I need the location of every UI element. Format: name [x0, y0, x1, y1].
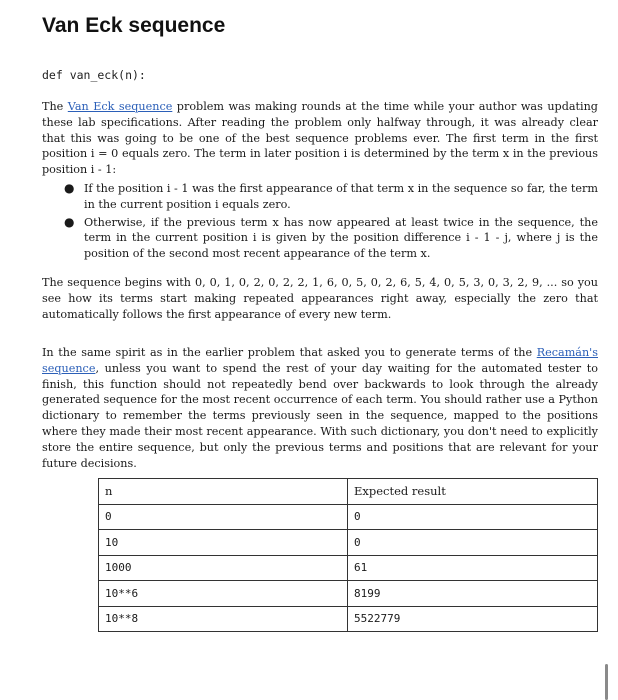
header-n: n [99, 479, 348, 505]
cell-result: 0 [348, 530, 598, 556]
recaman-link[interactable]: Recamán's sequence [42, 346, 598, 375]
rule-text: Otherwise, if the previous term x has now appeared at least twice in the sequence, the term in the current position i is given by the position difference i - 1 - j, where j is the position of the second most recent appearance of the term x. [84, 215, 598, 261]
table-row [99, 530, 598, 556]
van-eck-link[interactable]: Van Eck sequence [67, 100, 173, 113]
intro-paragraph [42, 99, 598, 178]
function-signature: def van_eck(n): [42, 68, 146, 82]
header-expected-result: Expected result [348, 479, 598, 505]
spirit-text-pre: In the same spirit as in the earlier problem that asked you to generate terms of the [42, 346, 537, 359]
cell-n: 10**8 [99, 606, 348, 632]
rule-item-first-appearance [62, 181, 598, 213]
table-header-row [99, 479, 598, 505]
table-row [99, 555, 598, 581]
spirit-text-post: , unless you want to spend the rest of your day waiting for the automated tester to finish, this function should not repeatedly bend over backwards to look through the already generated sequence for the most recent occurrence of each term. You should rather use a Python dictionary to remember the terms previously seen in the sequence, mapped to the positions where they made their most recent appearance. With such dictionary, you don't need to explicitly store the entire sequence, but only the previous terms and positions that are relevant for your future decisions. [42, 361, 598, 470]
cell-n: 1000 [99, 555, 348, 581]
cell-result: 8199 [348, 581, 598, 607]
sequence-paragraph: The sequence begins with 0, 0, 1, 0, 2, 0, 2, 2, 1, 6, 0, 5, 0, 2, 6, 5, 4, 0, 5, 3, 0, 3, 2, 9, ... so you see how its terms start making repeated appearances right away, especially the zero that automatically follows the first appearance of every new term. [42, 276, 598, 321]
intro-text-post: problem was making rounds at the time while your author was updating these lab specifications. After reading the problem only halfway through, it was already clear that this was going to be one of the best sequence problems ever. The first term in the first position i = 0 equals zero. The term in later position i is determined by the term x in the previous position i - 1: [42, 100, 598, 177]
cell-n: 10 [99, 530, 348, 556]
page-title: Van Eck sequence [42, 14, 226, 37]
table-row [99, 581, 598, 607]
intro-text-pre: The [42, 100, 68, 113]
bullet-icon: ● [64, 181, 75, 195]
cell-result: 0 [348, 504, 598, 530]
vertical-scrollbar[interactable] [605, 664, 608, 700]
cell-result: 61 [348, 555, 598, 581]
spirit-paragraph [42, 345, 598, 471]
table-row [99, 606, 598, 632]
cell-result: 5522779 [348, 606, 598, 632]
expected-results-table [98, 478, 598, 632]
cell-n: 10**6 [99, 581, 348, 607]
rule-text: If the position i - 1 was the first appearance of that term x in the sequence so far, the term in the current position i equals zero. [84, 182, 598, 211]
table-row [99, 504, 598, 530]
cell-n: 0 [99, 504, 348, 530]
rules-list [62, 181, 598, 264]
rule-item-repeat-appearance [62, 215, 598, 262]
bullet-icon: ● [64, 214, 75, 229]
